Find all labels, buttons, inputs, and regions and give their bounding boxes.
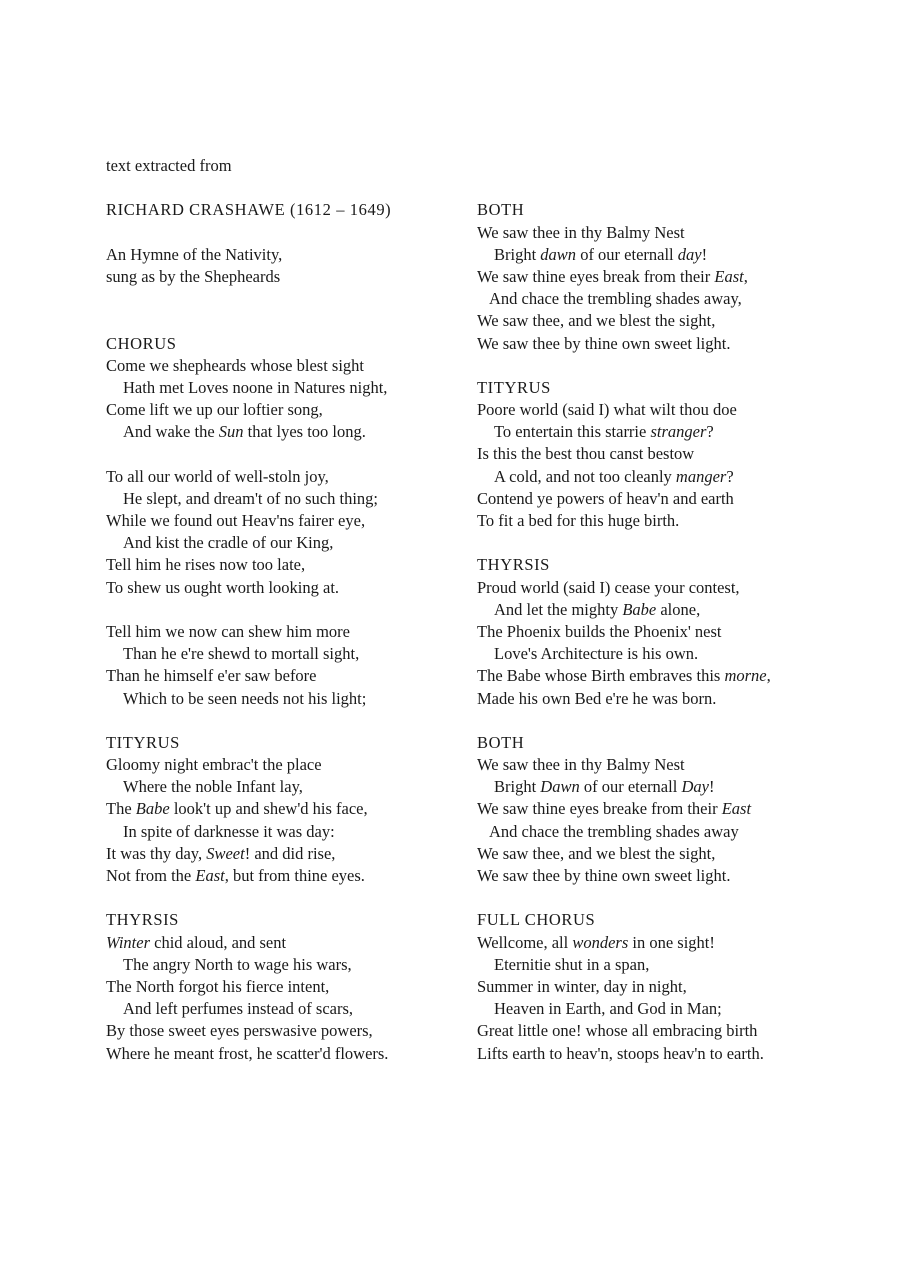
left-stanzas [106, 333, 456, 1065]
verse-line [477, 310, 877, 332]
verse-line [106, 554, 456, 576]
verse-line [106, 421, 456, 443]
author-heading: RICHARD CRASHAWE (1612 – 1649) [106, 200, 392, 220]
verse-text: And let the mighty [494, 599, 623, 619]
verse-text: Made his own Bed e're he was born. [477, 688, 717, 708]
italic-word: Winter [106, 932, 150, 952]
verse-line [477, 776, 877, 798]
verse-text: Where the noble Infant lay, [123, 777, 303, 797]
verse-line [106, 377, 456, 399]
verse-text: of our eternall [579, 777, 682, 797]
italic-word: Babe [622, 599, 657, 619]
verse-line [106, 798, 456, 820]
verse-text: We saw thee, and we blest the sight, [477, 311, 716, 331]
verse-text: Heaven in Earth, and God in Man; [494, 999, 722, 1019]
italic-word: Sweet [206, 843, 245, 863]
italic-word: Day [681, 777, 709, 797]
verse-line [477, 821, 877, 843]
verse-line [477, 1020, 877, 1042]
italic-word: East [721, 799, 752, 819]
verse-text: ? [726, 466, 734, 486]
verse-text: The [106, 799, 136, 819]
verse-line [106, 577, 456, 599]
verse-text: look't up and shew'd his face, [169, 799, 368, 819]
verse-text: It was thy day, [106, 843, 207, 863]
verse-line [477, 488, 877, 510]
verse-line [106, 510, 456, 532]
verse-text: Come we shepheards whose blest sight [106, 355, 364, 375]
verse-text: By those sweet eyes perswasive powers, [106, 1021, 373, 1041]
verse-line [106, 1043, 456, 1065]
verse-line [477, 976, 877, 998]
verse-line [106, 954, 456, 976]
verse-text: To entertain this starrie [494, 422, 651, 442]
verse-line [106, 865, 456, 887]
verse-line [477, 998, 877, 1020]
right-stanzas [477, 199, 877, 1064]
verse-text: To all our world of well-stoln joy, [106, 466, 329, 486]
verse-text: Bright [494, 777, 541, 797]
verse-text: Than he himself e'er saw before [106, 666, 317, 686]
speaker-heading: TITYRUS [106, 732, 180, 752]
verse-line [477, 621, 877, 643]
verse-text: And left perfumes instead of scars, [123, 999, 354, 1019]
italic-word: Sun [218, 422, 244, 442]
verse-line [477, 222, 877, 244]
verse-text: Tell him we now can shew him more [106, 621, 350, 641]
verse-text: Love's Architecture is his own. [494, 644, 699, 664]
verse-text: Great little one! whose all embracing birth [477, 1021, 758, 1041]
italic-word: dawn [540, 244, 577, 264]
verse-text: of our eternall [576, 244, 678, 264]
verse-text: , but from thine eyes. [224, 866, 365, 885]
verse-text: , [766, 666, 771, 686]
verse-text: Wellcome, all [477, 932, 573, 952]
verse-line [477, 599, 877, 621]
verse-text: Gloomy night embrac't the place [106, 755, 322, 775]
verse-line [477, 399, 877, 421]
verse-line [477, 843, 877, 865]
verse-text: We saw thee by thine own sweet light. [477, 866, 731, 885]
verse-text: in one sight! [628, 932, 715, 952]
verse-line [106, 466, 456, 488]
verse-text: And wake the [123, 422, 219, 442]
verse-text: ! and did rise, [244, 843, 336, 863]
verse-line [106, 1020, 456, 1042]
verse-text: , [743, 266, 748, 286]
verse-text: The North forgot his fierce intent, [106, 976, 330, 996]
verse-text: To fit a bed for this huge birth. [477, 511, 680, 530]
verse-line [477, 466, 877, 488]
verse-text: Not from the [106, 866, 196, 885]
speaker-heading: CHORUS [106, 333, 177, 353]
verse-line [106, 355, 456, 377]
italic-word: Babe [135, 799, 170, 819]
verse-text: ! [708, 777, 715, 797]
verse-line [477, 643, 877, 665]
verse-text: Than he e're shewd to mortall sight, [123, 644, 360, 664]
verse-text: Eternitie shut in a span, [494, 954, 650, 974]
intro-text: text extracted from [106, 156, 232, 175]
verse-line [106, 665, 456, 687]
verse-line [106, 621, 456, 643]
verse-text: He slept, and dream't of no such thing; [123, 488, 379, 508]
italic-word: wonders [572, 932, 629, 952]
verse-line [477, 754, 877, 776]
verse-line [477, 954, 877, 976]
verse-text: And chace the trembling shades away, [489, 289, 742, 309]
verse-line [106, 821, 456, 843]
verse-text: Tell him he rises now too late, [106, 555, 306, 575]
italic-word: morne [724, 666, 767, 686]
verse-line [106, 532, 456, 554]
verse-line [477, 665, 877, 687]
verse-line [477, 443, 877, 465]
poem-title-line-1: An Hymne of the Nativity, [106, 244, 283, 264]
left-column [106, 155, 456, 1065]
italic-word: day [677, 244, 702, 264]
verse-text: While we found out Heav'ns fairer eye, [106, 511, 366, 530]
speaker-heading: TITYRUS [477, 377, 551, 397]
verse-text: Bright [494, 244, 541, 264]
verse-line [106, 932, 456, 954]
verse-line [106, 976, 456, 998]
verse-text: that lyes too long. [243, 422, 366, 442]
verse-line [477, 932, 877, 954]
verse-text: Which to be seen needs not his light; [123, 688, 367, 708]
verse-text: chid aloud, and sent [150, 932, 287, 952]
verse-text: A cold, and not too cleanly [494, 466, 676, 486]
verse-text: The Phoenix builds the Phoenix' nest [477, 621, 722, 641]
right-column [477, 155, 877, 1065]
italic-word: East [714, 266, 744, 286]
verse-text: ? [706, 422, 714, 442]
verse-text: Proud world (said I) cease your contest, [477, 577, 740, 597]
verse-text: And kist the cradle of our King, [123, 533, 334, 553]
verse-text: We saw thee, and we blest the sight, [477, 843, 716, 863]
verse-text: Summer in winter, day in night, [477, 976, 687, 996]
verse-text: To shew us ought worth looking at. [106, 577, 340, 597]
verse-line [477, 510, 877, 532]
verse-line [477, 798, 877, 820]
verse-line [477, 244, 877, 266]
verse-text: ! [701, 244, 708, 264]
verse-line [477, 288, 877, 310]
verse-text: Where he meant frost, he scatter'd flowers. [106, 1043, 389, 1063]
verse-line [477, 1043, 877, 1065]
verse-line [477, 577, 877, 599]
verse-line [477, 688, 877, 710]
italic-word: manger [675, 466, 727, 486]
verse-text: Lifts earth to heav'n, stoops heav'n to earth. [477, 1043, 764, 1063]
verse-line [106, 399, 456, 421]
verse-text: We saw thee in thy Balmy Nest [477, 755, 685, 775]
poem-title-line-2: sung as by the Shepheards [106, 266, 281, 286]
verse-text: Poore world (said I) what wilt thou doe [477, 400, 737, 420]
speaker-heading: THYRSIS [477, 555, 550, 575]
verse-line [106, 688, 456, 710]
verse-text: We saw thine eyes breake from their [477, 799, 722, 819]
verse-text: The angry North to wage his wars, [123, 954, 352, 974]
verse-text: We saw thine eyes break from their [477, 266, 715, 286]
verse-line [106, 754, 456, 776]
verse-line [106, 843, 456, 865]
italic-word: East [195, 866, 225, 885]
verse-line [106, 643, 456, 665]
verse-text: Contend ye powers of heav'n and earth [477, 488, 734, 508]
verse-text: And chace the trembling shades away [489, 821, 739, 841]
verse-text: Is this the best thou canst bestow [477, 444, 695, 464]
verse-text: In spite of darknesse it was day: [123, 821, 335, 841]
verse-line [106, 488, 456, 510]
verse-line [477, 333, 877, 355]
speaker-heading: BOTH [477, 732, 525, 752]
verse-text: Come lift we up our loftier song, [106, 400, 323, 420]
verse-text: We saw thee in thy Balmy Nest [477, 222, 685, 242]
speaker-heading: BOTH [477, 200, 525, 220]
verse-line [106, 776, 456, 798]
verse-text: The Babe whose Birth embraves this [477, 666, 725, 686]
speaker-heading: FULL CHORUS [477, 910, 596, 930]
verse-line [477, 266, 877, 288]
verse-line [106, 998, 456, 1020]
verse-text: We saw thee by thine own sweet light. [477, 333, 731, 353]
italic-word: Dawn [540, 777, 580, 797]
italic-word: stranger [650, 422, 707, 442]
verse-text: alone, [656, 599, 701, 619]
speaker-heading: THYRSIS [106, 910, 179, 930]
verse-line [477, 865, 877, 887]
verse-line [477, 421, 877, 443]
verse-text: Hath met Loves noone in Natures night, [123, 377, 388, 397]
